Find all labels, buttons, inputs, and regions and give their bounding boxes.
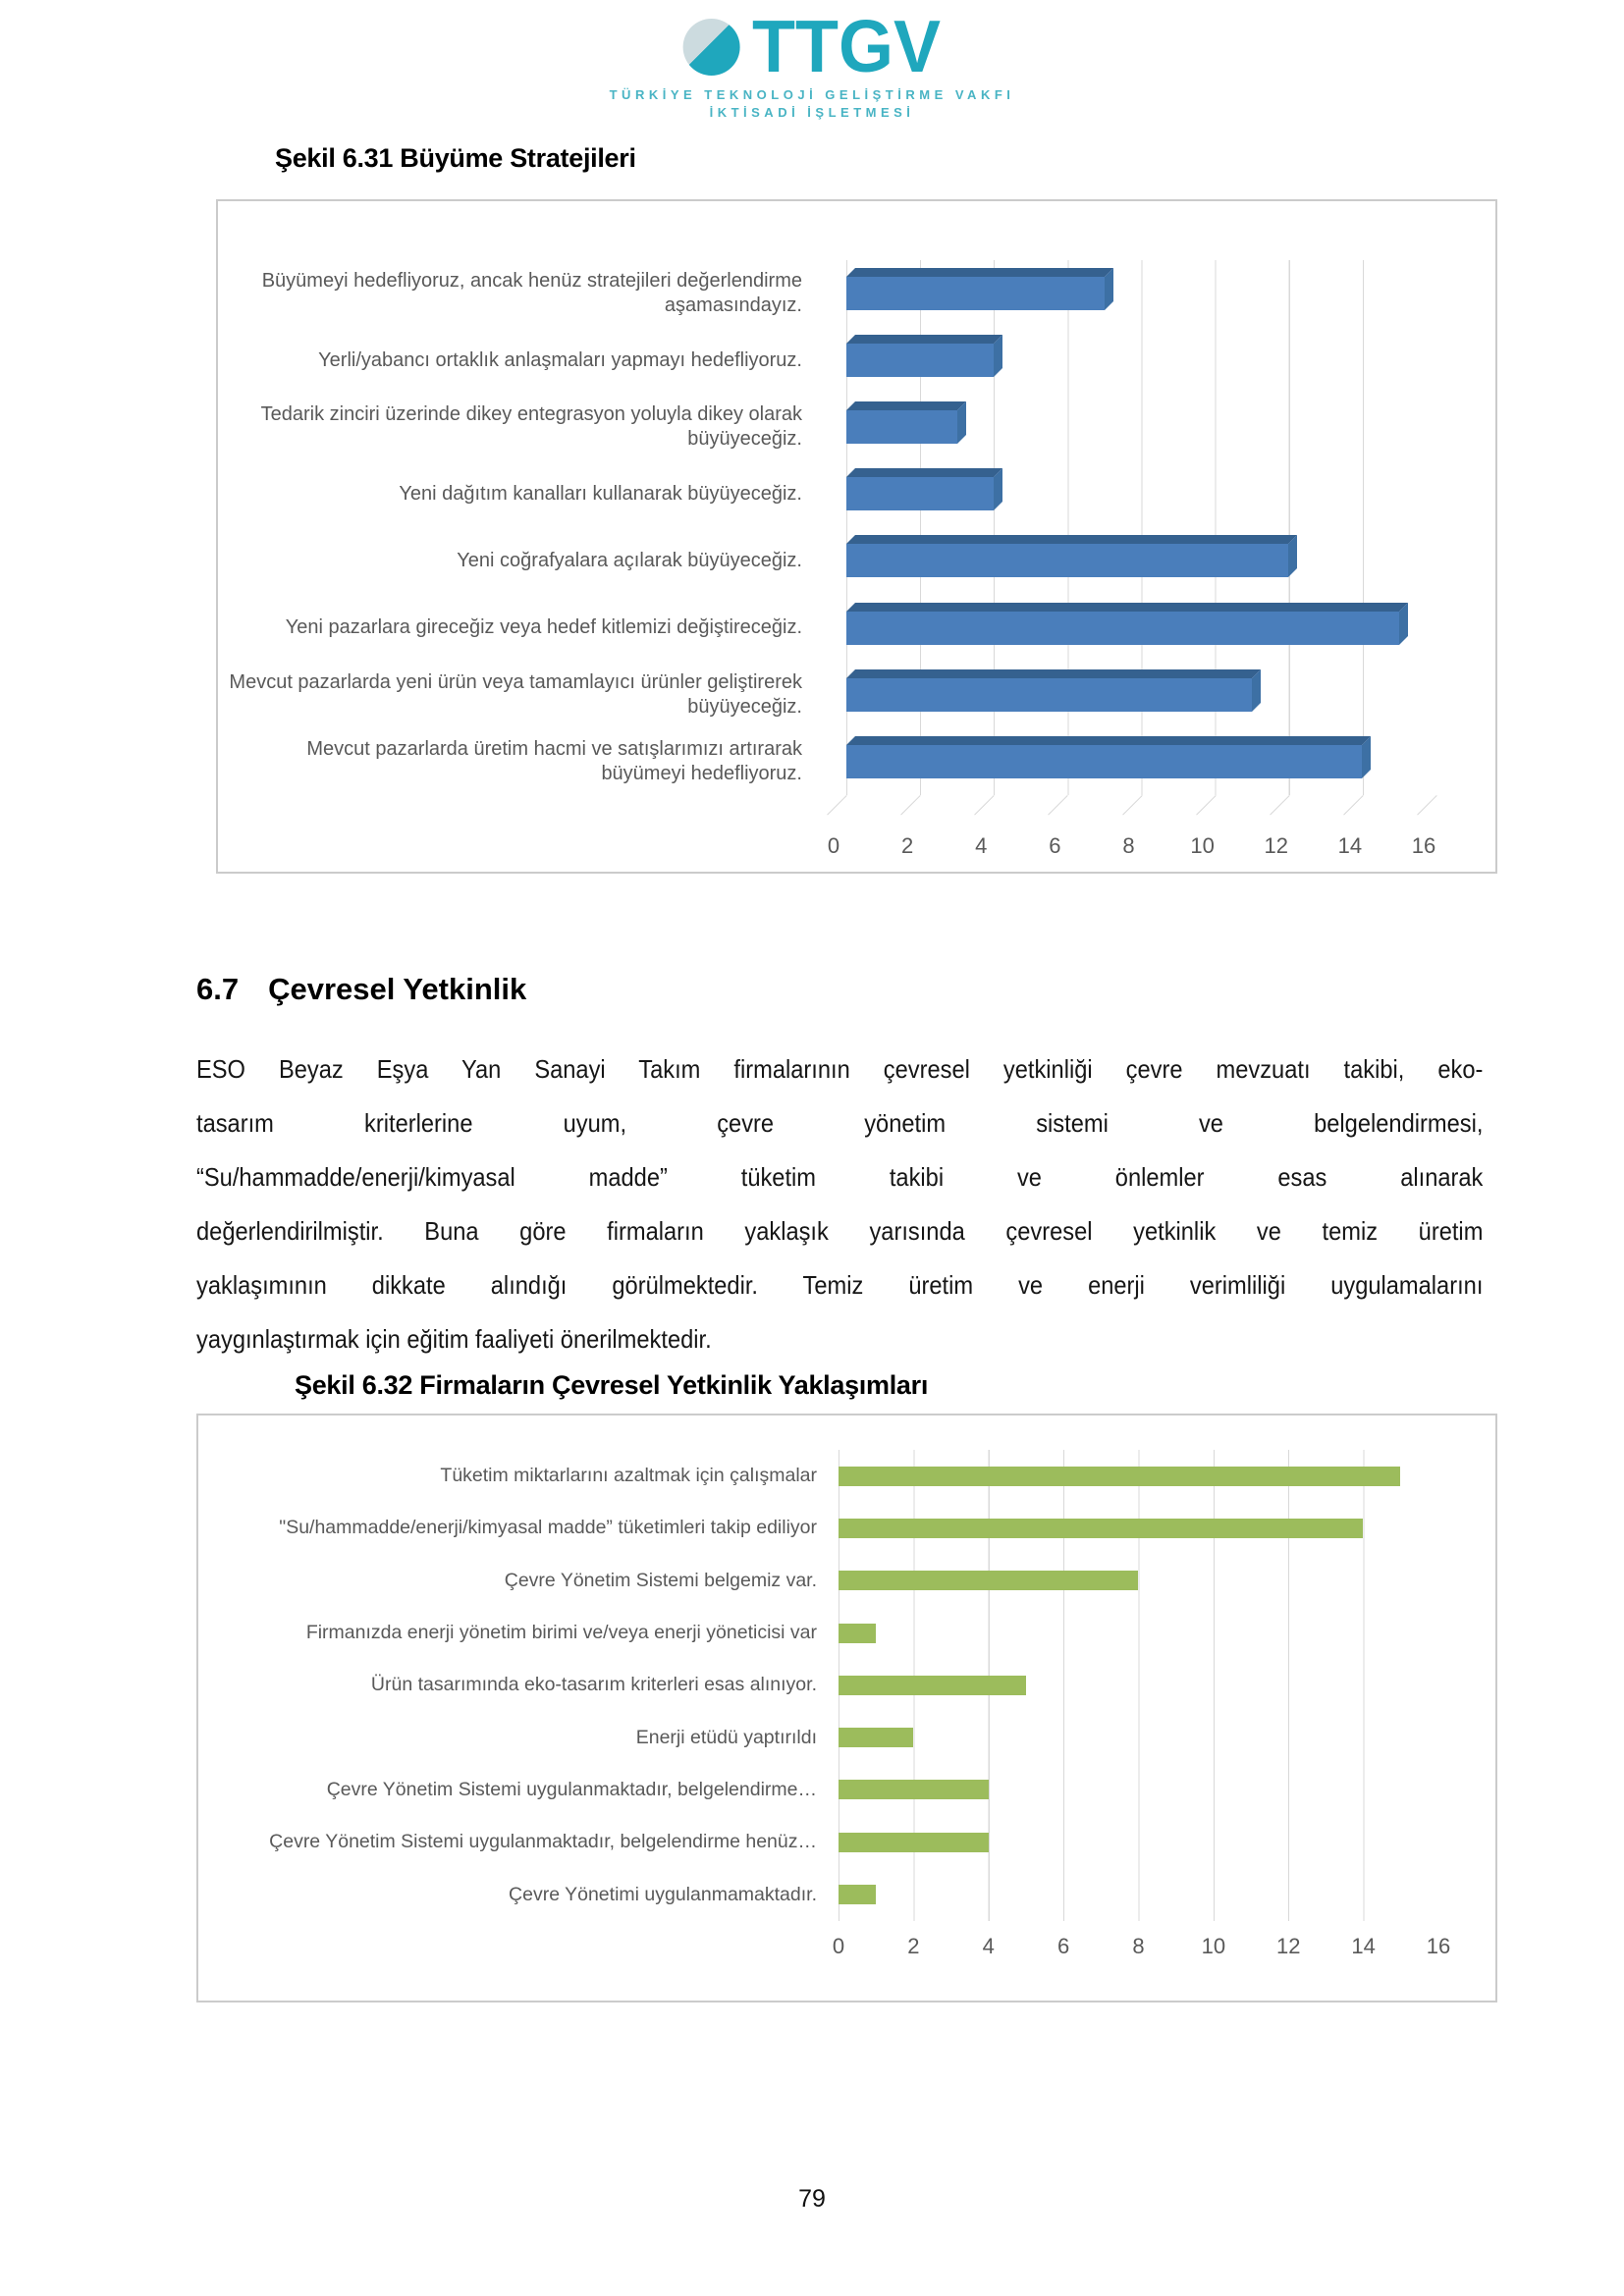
bar xyxy=(839,1728,913,1747)
logo-caption-line1: TÜRKİYE TEKNOLOJİ GELİŞTİRME VAKFI xyxy=(609,86,1015,102)
figure-6-31-caption: Şekil 6.31 Büyüme Stratejileri xyxy=(275,143,636,173)
plot-cell xyxy=(839,1607,1437,1659)
axis-tick-label: 16 xyxy=(1411,833,1436,858)
chart-row xyxy=(198,1502,1437,1554)
axis-connectors xyxy=(846,795,1436,823)
bar xyxy=(846,477,994,510)
x-axis xyxy=(827,833,1436,863)
category-label: Firmanızda enerji yönetim birimi ve/veya enerji yöneticisi var xyxy=(305,1622,817,1644)
plot-cell xyxy=(839,1502,1437,1554)
axis-tick-label: 0 xyxy=(827,833,840,858)
bar xyxy=(839,1624,876,1643)
bar-chart-figure-6-32 xyxy=(196,1414,1497,2002)
section-title: Çevresel Yetkinlik xyxy=(268,972,527,1006)
plot-cell xyxy=(846,527,1435,594)
axis-tick-label: 8 xyxy=(1122,833,1135,858)
axis-tick-connector xyxy=(974,795,995,816)
axis-tick-label: 8 xyxy=(1132,1934,1145,1958)
chart-row xyxy=(198,1764,1437,1816)
category-label: Büyümeyi hedefliyoruz, ancak henüz stratejileri değerlendirme aşamasındayız. xyxy=(261,270,802,317)
axis-tick-label: 2 xyxy=(901,833,914,858)
category-label: Yeni dağıtım kanalları kullanarak büyüyeceğiz. xyxy=(399,482,802,505)
axis-tick-connector xyxy=(827,795,847,816)
category-label: Yerli/yabancı ortaklık anlaşmaları yapmayı hedefliyoruz. xyxy=(318,348,802,371)
axis-tick-label: 14 xyxy=(1337,833,1363,858)
chart-row xyxy=(218,728,1435,795)
figure-6-32-caption: Şekil 6.32 Firmaların Çevresel Yetkinlik Yaklaşımları xyxy=(295,1370,929,1400)
ttgv-logo-row xyxy=(610,5,1015,88)
category-label: Yeni coğrafyalara açılarak büyüyeceğiz. xyxy=(457,549,802,571)
axis-tick-connector xyxy=(1196,795,1217,816)
axis-tick-label: 12 xyxy=(1276,1934,1301,1958)
bar xyxy=(846,277,1105,310)
axis-tick-connector xyxy=(1270,795,1290,816)
axis-tick-label: 14 xyxy=(1351,1934,1376,1958)
category-label: Çevre Yönetim Sistemi uygulanmaktadır, belgelendirme… xyxy=(326,1778,817,1800)
plot-cell xyxy=(846,394,1435,460)
axis-tick-connector xyxy=(1417,795,1437,816)
plot-cell xyxy=(839,1659,1437,1711)
bar xyxy=(846,544,1288,577)
axis-tick-label: 4 xyxy=(975,833,988,858)
category-label: Yeni pazarlara gireceğiz veya hedef kitlemizi değiştireceğiz. xyxy=(285,616,802,639)
chart-row xyxy=(198,1816,1437,1868)
bar xyxy=(839,1467,1400,1486)
category-label: Enerji etüdü yaptırıldı xyxy=(635,1726,817,1748)
bar xyxy=(839,1676,1026,1695)
section-heading xyxy=(196,972,526,1007)
section-number: 6.7 xyxy=(196,972,240,1006)
chart-row xyxy=(218,260,1435,327)
page-number: 79 xyxy=(798,2185,826,2213)
axis-tick-label: 4 xyxy=(982,1934,995,1958)
chart-row xyxy=(198,1607,1437,1659)
chart-row xyxy=(218,327,1435,394)
chart-rows xyxy=(198,1450,1437,1921)
bar xyxy=(846,344,994,377)
bar-chart-figure-6-31 xyxy=(216,199,1497,874)
plot-cell xyxy=(839,1711,1437,1763)
x-axis xyxy=(832,1934,1451,1963)
plot-cell xyxy=(839,1555,1437,1607)
chart-row xyxy=(218,460,1435,527)
plot-cell xyxy=(839,1450,1437,1502)
category-label: Tedarik zinciri üzerinde dikey entegrasyon yoluyla dikey olarak büyüyeceğiz. xyxy=(260,403,802,451)
body-paragraph xyxy=(196,1042,1483,1366)
ttgv-logo-wordmark: TTGV xyxy=(752,5,941,88)
bar xyxy=(846,678,1252,712)
chart-row xyxy=(198,1450,1437,1502)
paragraph-line: yaklaşımının dikkate alındığı görülmektedir. Temiz üretim ve enerji verimliliği uygulamalarını xyxy=(196,1270,1484,1300)
axis-tick-label: 10 xyxy=(1190,833,1215,858)
category-label: Çevre Yönetim Sistemi uygulanmaktadır, belgelendirme henüz… xyxy=(269,1831,817,1853)
chart-rows xyxy=(218,260,1435,795)
plot-cell xyxy=(846,594,1435,661)
axis-tick-label: 0 xyxy=(832,1934,845,1958)
chart-row xyxy=(198,1555,1437,1607)
bar xyxy=(846,612,1399,645)
bar xyxy=(839,1519,1363,1538)
axis-tick-label: 6 xyxy=(1049,833,1061,858)
bar xyxy=(839,1571,1138,1590)
category-label: Mevcut pazarlarda yeni ürün veya tamamlayıcı ürünler geliştirerek büyüyeceğiz. xyxy=(229,670,802,718)
axis-tick-label: 12 xyxy=(1264,833,1288,858)
paragraph-line: yaygınlaştırmak için eğitim faaliyeti önerilmektedir. xyxy=(196,1324,712,1354)
chart-row xyxy=(218,662,1435,728)
axis-tick-connector xyxy=(1343,795,1364,816)
axis-tick-label: 10 xyxy=(1201,1934,1226,1958)
axis-tick-label: 16 xyxy=(1426,1934,1451,1958)
plot-cell xyxy=(846,460,1435,527)
bar xyxy=(839,1885,876,1904)
chart-row xyxy=(218,527,1435,594)
paragraph-line: ESO Beyaz Eşya Yan Sanayi Takım firmalarının çevresel yetkinliği çevre mevzuatı takibi, eko- xyxy=(196,1054,1484,1084)
chart-row xyxy=(198,1659,1437,1711)
plot-cell xyxy=(846,728,1435,795)
axis-tick-connector xyxy=(1049,795,1069,816)
axis-tick-connector xyxy=(1122,795,1143,816)
plot-cell xyxy=(839,1816,1437,1868)
plot-cell xyxy=(839,1868,1437,1920)
bar xyxy=(839,1780,989,1799)
category-label: Tüketim miktarlarını azaltmak için çalışmalar xyxy=(440,1465,817,1487)
category-label: "Su/hammadde/enerji/kimyasal madde” tüketimleri takip ediliyor xyxy=(279,1517,817,1539)
ttgv-logo xyxy=(609,5,1015,120)
axis-tick-label: 2 xyxy=(907,1934,920,1958)
plot-cell xyxy=(846,327,1435,394)
bar xyxy=(839,1833,989,1852)
axis-tick-label: 6 xyxy=(1057,1934,1070,1958)
category-label: Çevre Yönetim Sistemi belgemiz var. xyxy=(504,1569,817,1591)
axis-tick-connector xyxy=(900,795,921,816)
paragraph-line: “Su/hammadde/enerji/kimyasal madde” tüketim takibi ve önlemler esas alınarak xyxy=(196,1162,1484,1192)
logo-caption-line2: İKTİSADİ İŞLETMESİ xyxy=(709,104,915,120)
chart-row xyxy=(198,1868,1437,1920)
plot-cell xyxy=(846,662,1435,728)
chart-row xyxy=(218,594,1435,661)
category-label: Mevcut pazarlarda üretim hacmi ve satışlarımızı artırarak büyümeyi hedefliyoruz. xyxy=(306,737,802,784)
bar xyxy=(846,410,957,444)
plot-cell xyxy=(846,260,1435,327)
category-label: Ürün tasarımında eko-tasarım kriterleri esas alınıyor. xyxy=(370,1674,817,1696)
paragraph-line: tasarım kriterlerine uyum, çevre yönetim sistemi ve belgelendirmesi, xyxy=(196,1108,1484,1138)
category-label: Çevre Yönetimi uygulanmamaktadır. xyxy=(509,1883,817,1905)
plot-cell xyxy=(839,1764,1437,1816)
ttgv-logo-circle-icon xyxy=(683,19,740,76)
chart-row xyxy=(218,394,1435,460)
bar xyxy=(846,745,1362,778)
paragraph-line: değerlendirilmiştir. Buna göre firmaların yaklaşık yarısında çevresel yetkinlik ve temiz üretim xyxy=(196,1216,1484,1246)
chart-row xyxy=(198,1711,1437,1763)
